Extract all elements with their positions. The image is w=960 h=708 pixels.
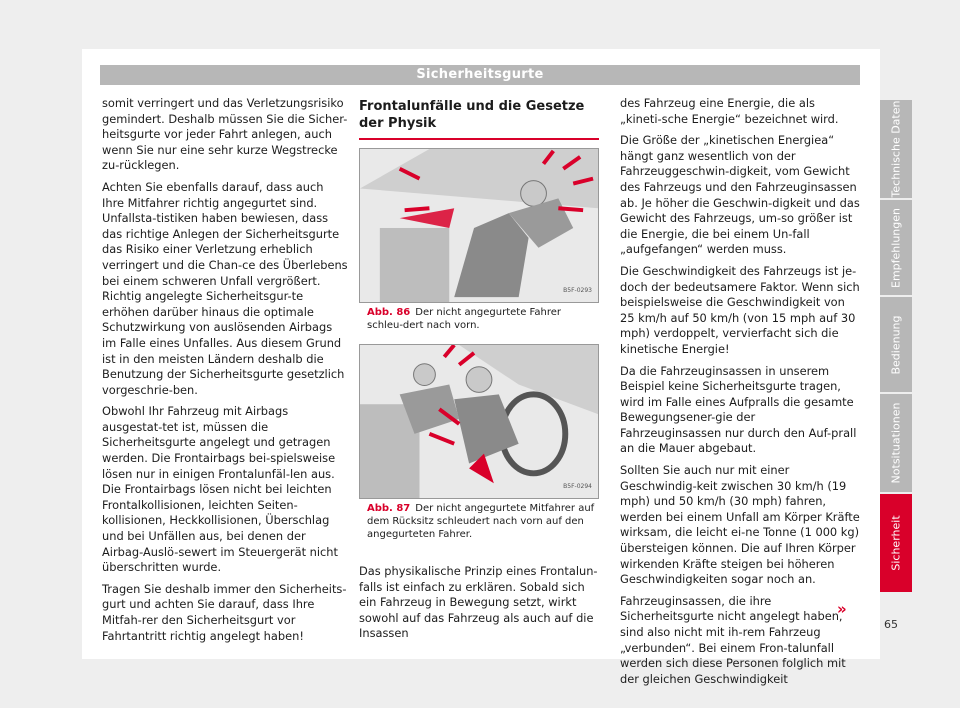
caption-text: Der nicht angegurtete Mitfahrer auf dem Rücksitz schleudert nach vorn auf den angegurteten Fahrer. <box>367 503 595 540</box>
paragraph: Sollten Sie auch nur mit einer Geschwindig-keit zwischen 30 km/h (19 mph) und 50 km/h (30 mph) fahren, werden bei einem Unfall am Körper Kräfte wirksam, die leicht ei-ne Tonne (1 000 kg) übersteigen können. Die auf Ihren Körper wirkenden Kräfte steigen bei höheren Geschwindigkeiten sogar noch an. <box>620 463 860 587</box>
tab-bedienung[interactable] <box>880 297 912 392</box>
paragraph: somit verringert und das Verletzungsrisiko gemindert. Deshalb müssen Sie die Sicher-heitsgurte vor jeder Fahrt anlegen, auch wenn Sie nur eine sehr kurze Wegstrecke zu-rücklegen. <box>102 96 348 173</box>
tab-label: Empfehlungen <box>889 207 903 288</box>
column-left <box>102 96 348 650</box>
tab-label: Notsituationen <box>889 402 903 484</box>
figure-86-driver-unbelted <box>359 148 599 303</box>
figure-86-caption <box>367 307 597 333</box>
figure-number: Abb. 87 <box>367 503 411 514</box>
tab-label: Sicherheit <box>889 515 903 571</box>
paragraph: Obwohl Ihr Fahrzeug mit Airbags ausgestat-tet ist, müssen die Sicherheitsgurte angelegt und getragen werden. Die Frontairbags bei-spielsweise lösen nur in einigen Frontalunfäl-len aus. Die Frontairbags lösen nicht bei leichten Frontalkollisionen, leichten Seiten-kollisionen, Heckkollisionen, Überschlag und bei Unfällen aus, bei denen der Airbag-Auslö-sewert im Steuergerät nicht überschritten wurde. <box>102 404 338 575</box>
tab-sicherheit[interactable] <box>880 494 912 592</box>
tab-label: Technische Daten <box>889 100 903 198</box>
tab-technische-daten[interactable] <box>880 100 912 198</box>
section-title-rule <box>359 138 599 140</box>
paragraph: Achten Sie ebenfalls darauf, dass auch Ihre Mitfahrer richtig angegurtet sind. Unfallsta-tistiken haben bewiesen, dass das richtige Anlegen der Sicherheitsgurte das Risiko einer Verletzung erheblich verringert und die Chan-ce des Überlebens bei einem schweren Unfall vergrößert. Richtig angelegte Sicherheitsgur-te erhöhen darüber hinaus die optimale Schutzwirkung von auslösenden Airbags im Falle eines Unfalles. Aus diesem Grund ist in den meisten Ländern deshalb die Benutzung der Sicherheitsgurte gesetzlich vorgeschrie-ben. <box>102 179 348 397</box>
section-title: Frontalunfälle und die Gesetze der Physik <box>359 99 585 131</box>
figure-87-passenger-unbelted <box>359 344 599 499</box>
figure-87-illustration <box>360 345 598 498</box>
paragraph: Die Geschwindigkeit des Fahrzeugs ist je-doch der bedeutsamere Faktor. Wenn sich beispielsweise die Geschwindigkeit von 25 km/h auf 50 km/h (von 15 mph auf 30 mph) verdoppelt, vervierfacht sich die kinetische Energie! <box>620 263 860 356</box>
column-middle <box>359 98 599 641</box>
figure-86-illustration <box>360 149 598 302</box>
column-right <box>620 96 860 693</box>
figure-id: B5F-0294 <box>563 483 592 491</box>
paragraph: Das physikalische Prinzip eines Frontalun-falls ist einfach zu erklären. Sobald sich ein Fahrzeug in Bewegung setzt, wirkt sowohl auf das Fahrzeug als auch auf die Insassen <box>359 564 598 641</box>
paragraph: Da die Fahrzeuginsassen in unserem Beispiel keine Sicherheitsgurte tragen, wird im Falle eines Aufpralls die gesamte Bewegungsener-gie der Fahrzeuginsassen nur durch den Auf-prall an die Mauer abgebaut. <box>620 363 857 456</box>
figure-id: B5F-0293 <box>563 287 592 295</box>
paragraph: Tragen Sie deshalb immer den Sicherheits-gurt und achten Sie darauf, dass Ihre Mitfah-rer den Sicherheitsgurt vor Fahrtantritt richtig angelegt haben! <box>102 581 347 643</box>
tab-notsituationen[interactable] <box>880 394 912 492</box>
page-number: 65 <box>884 618 898 631</box>
tab-empfehlungen[interactable] <box>880 200 912 295</box>
page-header-title: Sicherheitsgurte <box>100 65 860 85</box>
figure-number: Abb. 86 <box>367 307 411 318</box>
figure-87-caption <box>367 503 597 541</box>
caption-text: Der nicht angegurtete Fahrer schleu-dert nach vorn. <box>367 307 562 331</box>
paragraph: Fahrzeuginsassen, die ihre Sicherheitsgurte nicht angelegt haben, sind also nicht mit ih-rem Fahrzeug „verbunden“. Bei einem Fron-talunfall werden sich diese Personen folglich mit der gleichen Geschwindigkeit <box>620 593 846 686</box>
tab-label: Bedienung <box>889 314 903 375</box>
continue-marker: » <box>837 600 847 618</box>
paragraph: des Fahrzeug eine Energie, die als „kineti-sche Energie“ bezeichnet wird. <box>620 96 839 126</box>
paragraph: Die Größe der „kinetischen Energiea“ hängt ganz wesentlich von der Fahrzeuggeschwin-digkeit, vom Gewicht des Fahrzeugs und den Fahrzeuginsassen ab. Je höher die Geschwin-digkeit und das Gewicht des Fahrzeugs, um-so größer ist die Energie, die bei einem Un-fall „aufgefangen“ werden muss. <box>620 133 860 257</box>
